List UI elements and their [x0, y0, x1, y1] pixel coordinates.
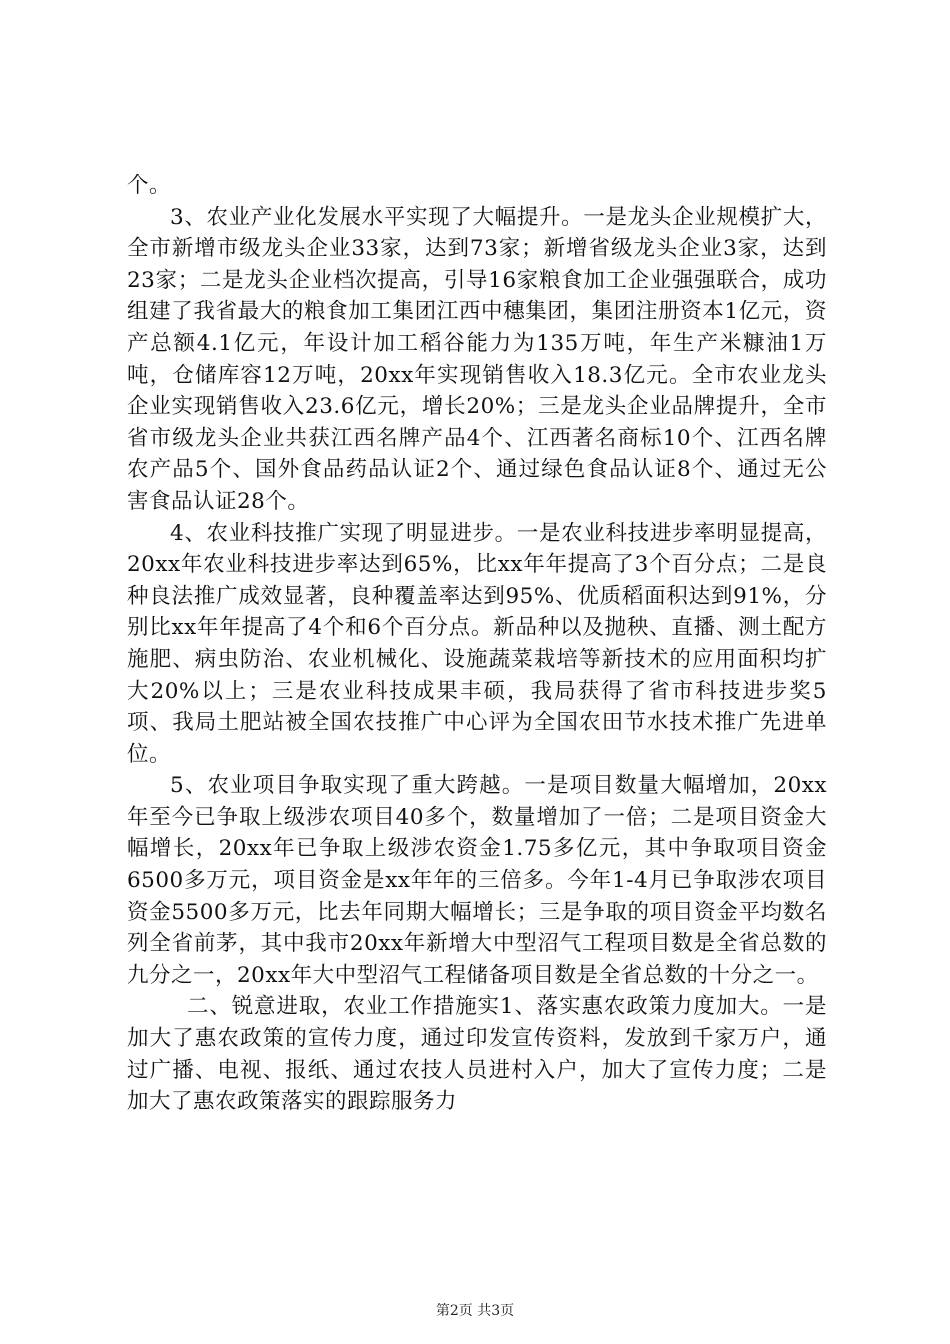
page-number: 第2页 共3页 — [435, 1303, 515, 1319]
paragraph-technology: 4、农业科技推广实现了明显进步。一是农业科技进步率明显提高，20xx年农业科技进步率达到65%，比xx年年提高了3个百分点；二是良种良法推广成效显著，良种覆盖率达到95%、优质稻面积达到91%，分别比xx年年提高了4个和6个百分点。新品种以及抛秧、直播、测土配方施肥、病虫防治、农业机械化、设施蔬菜栽培等新技术的应用面积均扩大20%以上；三是农业科技成果丰硕，我局获得了省市科技进步奖5项、我局土肥站被全国农技推广中心评为全国农田节水技术推广先进单位。 — [127, 520, 827, 767]
paragraph-projects: 5、农业项目争取实现了重大跨越。一是项目数量大幅增加，20xx年至今已争取上级涉农项目40多个，数量增加了一倍；二是项目资金大幅增长，20xx年已争取上级涉农资金1.75多亿元，其中争取项目资金6500多万元，项目资金是xx年年的三倍多。今年1-4月已争取涉农项目资金5500多万元，比去年同期大幅增长；三是争取的项目资金平均数名列全省前茅，其中我市20xx年新增大中型沼气工程项目数是全省总数的九分之一，20xx年大中型沼气工程储备项目数是全省总数的十分之一。 — [127, 773, 827, 988]
document-body — [127, 170, 827, 1118]
paragraph-industrialization: 3、农业产业化发展水平实现了大幅提升。一是龙头企业规模扩大，全市新增市级龙头企业33家，达到73家；新增省级龙头企业3家，达到23家；二是龙头企业档次提高，引导16家粮食加工企业强强联合，成功组建了我省最大的粮食加工集团江西中穗集团，集团注册资本1亿元，资产总额4.1亿元，年设计加工稻谷能力为135万吨，年生产米糠油1万吨，仓储库容12万吨，20xx年实现销售收入18.3亿元。全市农业龙头企业实现销售收入23.6亿元，增长20%；三是龙头企业品牌提升，全市省市级龙头企业共获江西名牌产品4个、江西著名商标10个、江西名牌农产品5个、国外食品药品认证2个、通过绿色食品认证8个、通过无公害食品认证28个。 — [127, 204, 827, 514]
paragraph-continuation: 个。 — [127, 173, 172, 198]
page-footer — [0, 1302, 950, 1320]
paragraph-section-two: 二、锐意进取，农业工作措施实1、落实惠农政策力度加大。一是加大了惠农政策的宣传力度，通过印发宣传资料，发放到千家万户，通过广播、电视、报纸、通过农技人员进村入户，加大了宣传力度；二是加大了惠农政策落实的跟踪服务力 — [127, 994, 827, 1115]
